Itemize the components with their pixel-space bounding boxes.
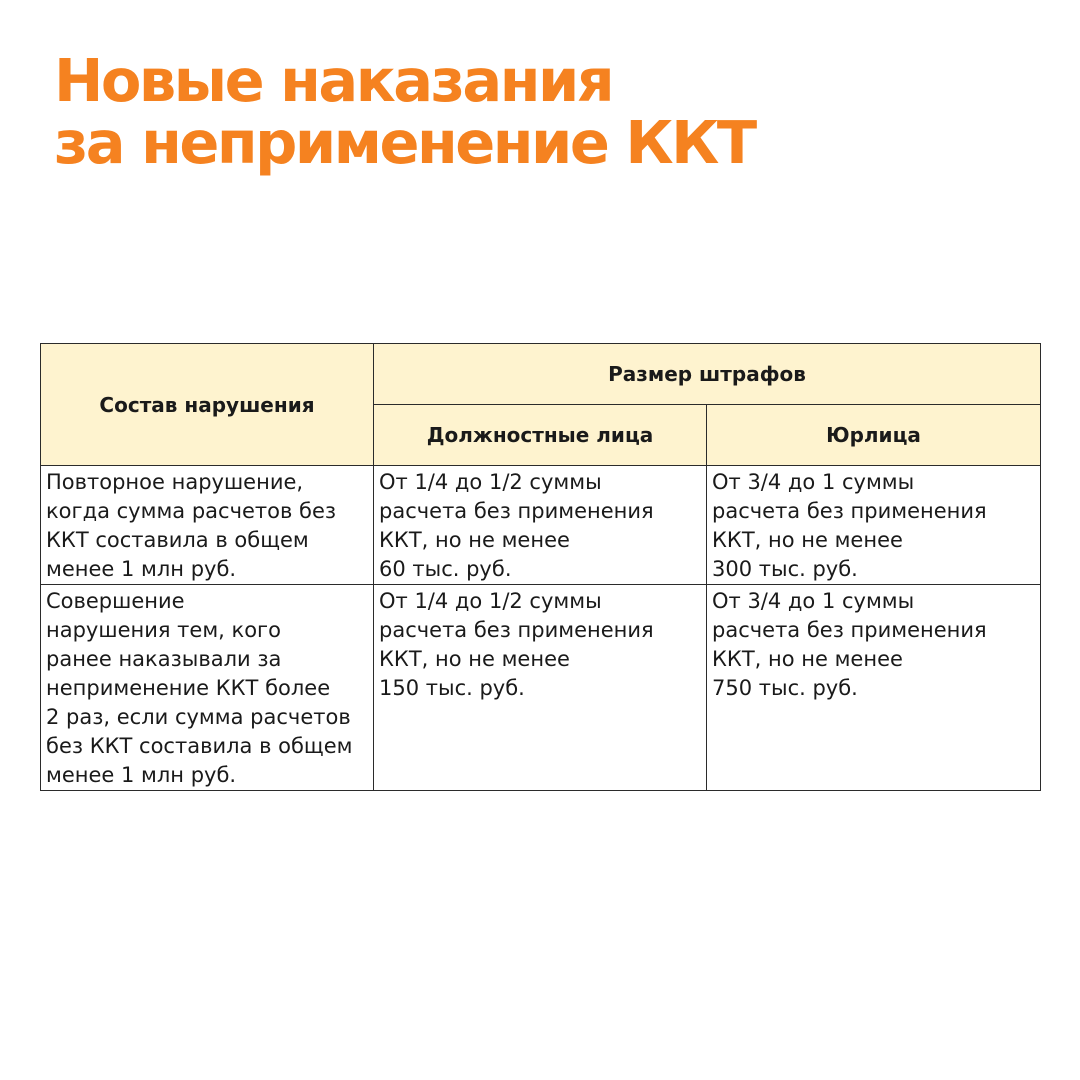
- cell-violation: [41, 585, 374, 791]
- cell-line: 150 тыс. руб.: [379, 676, 525, 700]
- cell-legal-entities: [707, 466, 1041, 585]
- cell-line: ККТ, но не менее: [379, 528, 570, 552]
- cell-line: 300 тыс. руб.: [712, 557, 858, 581]
- cell-line: расчета без применения: [379, 618, 654, 642]
- table-row: [41, 466, 1041, 585]
- cell-violation: [41, 466, 374, 585]
- cell-line: ККТ, но не менее: [712, 528, 903, 552]
- cell-line: нарушения тем, кого: [46, 618, 281, 642]
- cell-line: расчета без применения: [712, 618, 987, 642]
- cell-line: когда сумма расчетов без: [46, 499, 337, 523]
- cell-line: От 3/4 до 1 суммы: [712, 589, 915, 613]
- cell-line: От 1/4 до 1/2 суммы: [379, 589, 602, 613]
- title-line-1: Новые наказания: [54, 46, 613, 115]
- cell-officials: [374, 585, 707, 791]
- cell-line: неприменение ККТ более: [46, 676, 331, 700]
- cell-line: расчета без применения: [379, 499, 654, 523]
- cell-line: менее 1 млн руб.: [46, 557, 237, 581]
- cell-legal-entities: [707, 585, 1041, 791]
- header-violation: Состав нарушения: [41, 344, 374, 466]
- cell-line: 60 тыс. руб.: [379, 557, 512, 581]
- cell-line: От 1/4 до 1/2 суммы: [379, 470, 602, 494]
- cell-line: ККТ составила в общем: [46, 528, 309, 552]
- title-line-2: за неприменение ККТ: [54, 108, 755, 177]
- header-legal-entities: Юрлица: [707, 405, 1041, 466]
- cell-line: Повторное нарушение,: [46, 470, 304, 494]
- page-title: [54, 46, 755, 177]
- header-officials: Должностные лица: [374, 405, 707, 466]
- header-fines-group: Размер штрафов: [374, 344, 1041, 405]
- fines-table: [40, 343, 1041, 791]
- cell-line: От 3/4 до 1 суммы: [712, 470, 915, 494]
- cell-line: 750 тыс. руб.: [712, 676, 858, 700]
- cell-line: ККТ, но не менее: [379, 647, 570, 671]
- table-row: [41, 585, 1041, 791]
- cell-officials: [374, 466, 707, 585]
- cell-line: ранее наказывали за: [46, 647, 282, 671]
- cell-line: ККТ, но не менее: [712, 647, 903, 671]
- cell-line: 2 раз, если сумма расчетов: [46, 705, 351, 729]
- cell-line: без ККТ составила в общем: [46, 734, 353, 758]
- cell-line: Совершение: [46, 589, 185, 613]
- cell-line: менее 1 млн руб.: [46, 763, 237, 787]
- cell-line: расчета без применения: [712, 499, 987, 523]
